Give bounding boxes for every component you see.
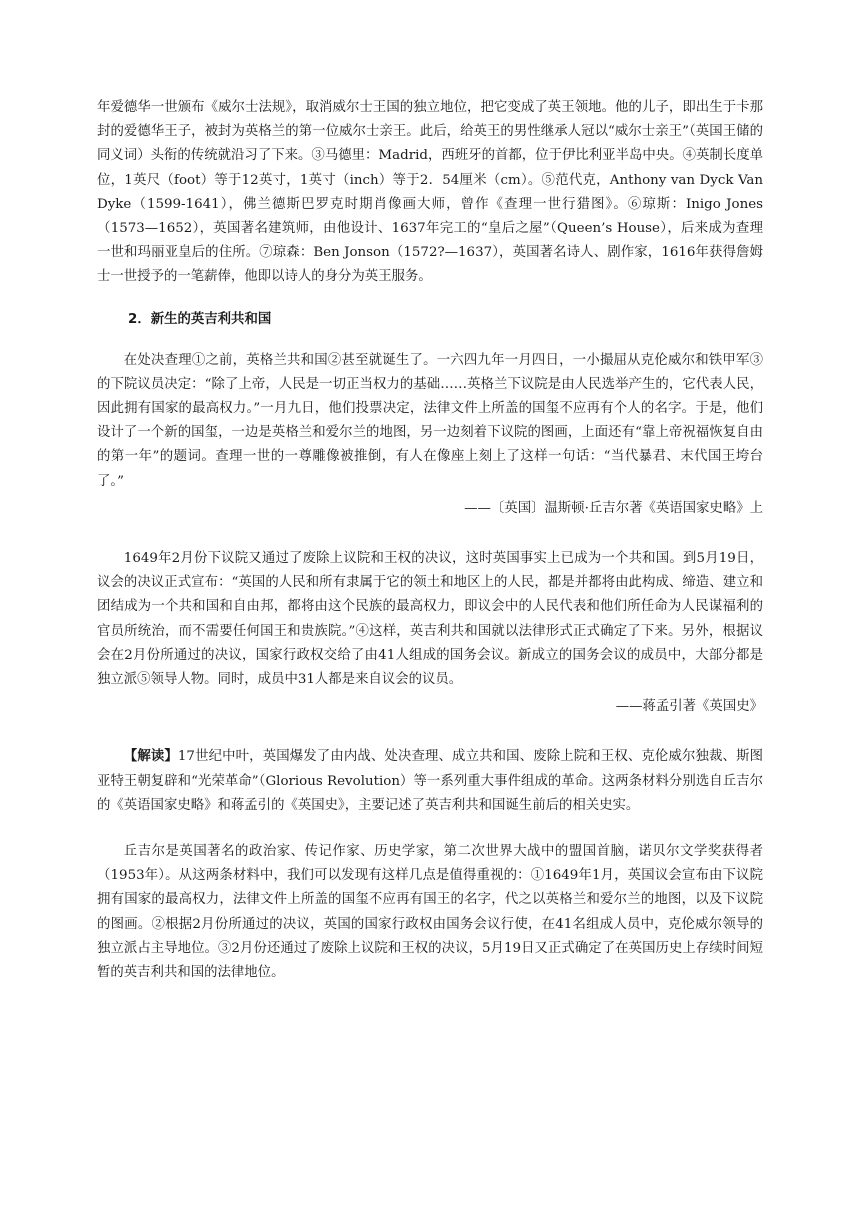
excerpt-jiang: 1649年2月份下议院又通过了废除上议院和王权的决议，这时英国事实上已成为一个共和国。到5月19日，议会的决议正式宣布：“英国的人民和所有隶属于它的领土和地区上的人民，都是并都将由此构成、缔造、建立和团结成为一个共和国和自由邦，都将由这个民族的最高权力，即议会中的人民代表和他们所任命为人民谋福利的官员所统治，而不需要任何国王和贵族院。”④这样，英吉利共和国就以法律形式正式确定了下来。另外，根据议会在2月份所通过的决议，国家行政权交给了由41人组成的国务会议。新成立的国务会议的成员中，大部分都是独立派⑤领导人物。同时，成员中31人都是来自议会的议员。 xyxy=(97,551,763,688)
interpretation-text: 17世纪中叶，英国爆发了由内战、处决查理、成立共和国、废除上院和王权、克伦威尔独裁、斯图亚特王朝复辟和“光荣革命”（Glorious Revolution）等一系列重大事件组成的革命。这两条材料分别选自丘吉尔的《英语国家史略》和蒋孟引的《英国史》，主要记述了英吉利共和国诞生前后的相关史实。 xyxy=(97,749,763,813)
footnotes-paragraph: 年爱德华一世颁布《威尔士法规》，取消威尔士王国的独立地位，把它变成了英王领地。他的儿子，即出生于卡那封的爱德华王子，被封为英格兰的第一位威尔士亲王。此后，给英王的男性继承人冠以“威尔士亲王”（英国王储的同义词）头衔的传统就沿习了下来。③马德里：Madrid，西班牙的首都，位于伊比利亚半岛中央。④英制长度单位，1英尺（foot）等于12英寸，1英寸（inch）等于2．54厘米（cm）。⑤范代克，Anthony van Dyck Van Dyke（1599-1641），佛兰德斯巴罗克时期肖像画大师，曾作《查理一世行猎图》。⑥琼斯：Inigo Jones（1573—1652），英国著名建筑师，由他设计、1637年完工的“皇后之屋”（Queen’s House），后来成为查理一世和玛丽亚皇后的住所。⑦琼森：Ben Jonson（1572?—1637），英国著名诗人、剧作家，1616年获得詹姆士一世授予的一笔薪俸，他即以诗人的身分为英王服务。 xyxy=(97,100,763,285)
interpretation-paragraph xyxy=(97,745,763,818)
excerpt-churchill: 在处决查理①之前，英格兰共和国②甚至就诞生了。一六四九年一月四日，一小撮屈从克伦威尔和铁甲军③的下院议员决定：“除了上帝，人民是一切正当权力的基础……英格兰下议院是由人民选举产生的，它代表人民，因此拥有国家的最高权力。”一月九日，他们投票决定，法律文件上所盖的国玺不应再有个人的名字。于是，他们设计了一个新的国玺，一边是英格兰和爱尔兰的地图，另一边刻着下议院的图画，上面还有“靠上帝祝福恢复自由的第一年”的题词。查理一世的一尊雕像被推倒，有人在像座上刻上了这样一句话：“当代暴君、末代国王垮台了。” xyxy=(97,352,763,489)
interpretation-label: 【解读】 xyxy=(123,749,178,765)
excerpt-jiang-source: ——蒋孟引著《英国史》 xyxy=(615,699,763,715)
document-page xyxy=(97,96,763,985)
excerpt-churchill-source: ——〔英国〕温斯顿·丘吉尔著《英语国家史略》上 xyxy=(464,500,763,516)
analysis-paragraph: 丘吉尔是英国著名的政治家、传记作家、历史学家，第二次世界大战中的盟国首脑，诺贝尔文学奖获得者（1953年）。从这两条材料中，我们可以发现有这样几点是值得重视的：①1649年1月，英国议会宣布由下议院拥有国家的最高权力，法律文件上所盖的国玺不应再有国王的名字，代之以英格兰和爱尔兰的地图，以及下议院的图画。②根据2月份所通过的决议，英国的国家行政权由国务会议行使，在41名组成人员中，克伦威尔领导的独立派占主导地位。③2月份还通过了废除上议院和王权的决议，5月19日又正式确定了在英国历史上存续时间短暂的英吉利共和国的法律地位。 xyxy=(97,844,763,981)
section-heading: 2．新生的英吉利共和国 xyxy=(128,311,272,327)
